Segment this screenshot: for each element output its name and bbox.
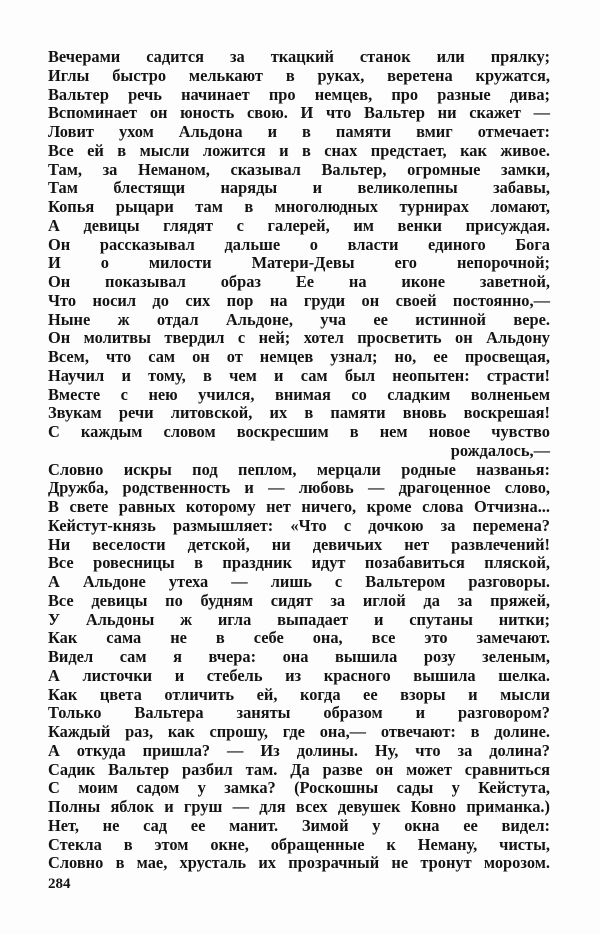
poem-line: Научил и тому, в чем и сам был неопытен: страсти! [48,365,550,385]
poem-line: Ловит ухом Альдона и в памяти вмиг отмечает: [48,122,550,141]
poem-line: У Альдоны ж игла выпадает и спутаны нитки; [48,609,550,629]
poem-line: В свете равных которому нет ничего, кроме слова Отчизна... [48,497,550,516]
poem-line: А девицы глядят с галерей, им венки присуждая. [48,215,550,235]
poem-line: Дружба, родственность и — любовь — драгоценное слово, [48,478,550,498]
poem-line: Всем, что сам он от немцев узнал; но, ее просвещая, [48,347,550,366]
poem-line: Видел сам я вчера: она вышила розу зеленым, [48,647,550,666]
poem-line: А Альдоне утеха — лишь с Вальтером разговоры. [48,572,550,591]
poem-line: Вальтер речь начинает про немцев, про разные дива; [48,84,550,104]
poem-line: Все ровесницы в праздник идут позабавиться пляской, [48,553,550,573]
poem-line: А листочки и стебель из красного вышила шелка. [48,665,550,685]
poem-line: Что носил до сих пор на груди он своей постоянно,— [48,290,550,310]
poem-line: С каждым словом воскресшим в нем новое чувство [48,422,550,441]
poem-line: Словно искры под пеплом, мерцали родные названья: [48,459,550,479]
poem-line: Как цвета отличить ей, когда ее взоры и мысли [48,684,550,704]
poem-text [48,48,550,873]
poem-line: Словно в мае, хрусталь их прозрачный не тронут морозом. [48,853,550,873]
poem-line: Вместе с нею учился, внимая со сладким волненьем [48,384,550,404]
poem-line: Садик Вальтер разбил там. Да разве он может сравниться [48,759,550,779]
poem-line: Вечерами садится за ткацкий станок или прялку; [48,47,550,66]
poem-line: Только Вальтера заняты образом и разговором? [48,703,550,723]
poem-line: Кейстут-князь размышляет: «Что с дочкою за перемена? [48,515,550,535]
poem-line: Каждый раз, как спрошу, где она,— отвечают: в долине. [48,722,550,741]
poem-line: И о милости Матери-Девы его непорочной; [48,253,550,273]
poem-line: Как сама не в себе она, все это замечают. [48,628,550,648]
poem-line: Ныне ж отдал Альдоне, уча ее истинной вере. [48,309,550,329]
poem-line: Он показывал образ Ее на иконе заветной, [48,272,550,291]
poem-line: Он рассказывал дальше о власти единого Бога [48,234,550,254]
poem-line-continuation: рождалось,— [450,440,550,460]
poem-line: Вспоминает он юность свою. И что Вальтер ни скажет — [48,103,550,123]
poem-line: Ни веселости детской, ни девичьих нет развлечений! [48,534,550,554]
poem-line: Стекла в этом окне, обращенные к Неману, чисты, [48,834,550,854]
poem-line: А откуда пришла? — Из долины. Ну, что за долина? [48,740,550,760]
poem-line: Там, за Неманом, сказывал Вальтер, огромные замки, [48,159,550,179]
poem-line: Копья рыцари там в многолюдных турнирах ломают, [48,197,550,216]
poem-line: С моим садом у замка? (Роскошны сады у Кейстута, [48,778,550,798]
poem-line: Звукам речи литовской, их в памяти вновь воскрешая! [48,403,550,423]
page-number: 284 [48,876,71,892]
poem-line: Полны яблок и груш — для всех девушек Ковно приманка.) [48,797,550,816]
poem-line: Все ей в мысли ложится и в снах предстает, как живое. [48,140,550,160]
poem-line: Там блестящи наряды и великолепны забавы, [48,178,550,198]
poem-line: Он молитвы твердил с ней; хотел просветить он Альдону [48,328,550,348]
poem-line: Все девицы по будням сидят за иглой да за пряжей, [48,590,550,610]
poem-line: Иглы быстро мелькают в руках, веретена кружатся, [48,65,550,85]
poem-line: Нет, не сад ее манит. Зимой у окна ее видел: [48,815,550,835]
